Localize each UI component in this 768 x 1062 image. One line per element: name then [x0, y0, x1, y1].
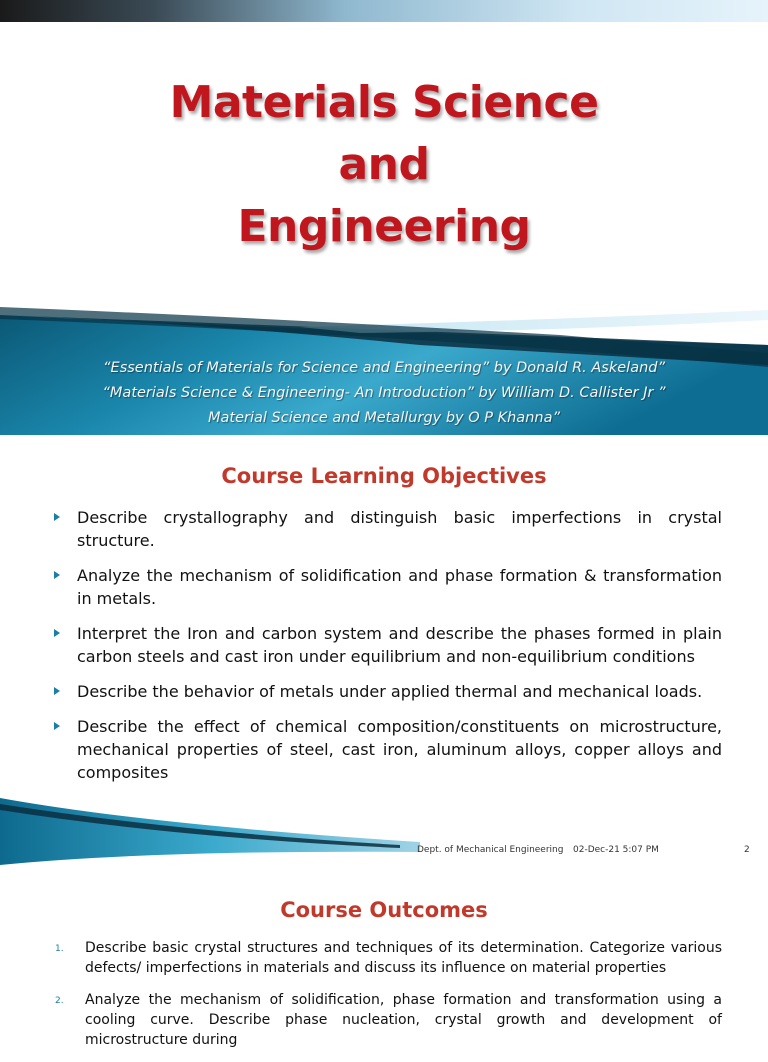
reference-3: Material Science and Metallurgy by O P Khanna” [208, 410, 560, 426]
list-item-text: Describe the effect of chemical composition/constituents on microstructure, mechanical properties of steel, cast iron, aluminum alloys, copper alloys and composites [77, 717, 722, 782]
footer-dept: Dept. of Mechanical Engineering [417, 845, 564, 855]
bullet-arrow-icon [54, 513, 60, 521]
reference-1: “Essentials of Materials for Science and Engineering” by Donald R. Askeland” [103, 360, 665, 376]
list-item-text: Describe basic crystal structures and techniques of its determination. Categorize various defects/ imperfections in materials and discuss its influence on material properties [85, 940, 722, 976]
list-item [50, 990, 722, 1050]
bullet-arrow-icon [54, 571, 60, 579]
list-item [52, 680, 722, 703]
footer-page-number: 2 [744, 845, 750, 855]
list-item-text: Describe crystallography and distinguish basic imperfections in crystal structure. [77, 508, 722, 550]
title-line-3: Engineering [237, 201, 531, 252]
clo-list [52, 506, 722, 796]
top-gradient-bar [0, 0, 768, 22]
item-number: 1. [55, 944, 64, 954]
clo-heading: Course Learning Objectives [221, 464, 547, 488]
list-item [52, 622, 722, 668]
title-line-2: and [338, 139, 430, 190]
reference-2: “Materials Science & Engineering- An Introduction” by William D. Callister Jr ” [102, 385, 666, 401]
bullet-arrow-icon [54, 722, 60, 730]
list-item [52, 715, 722, 784]
outcomes-heading: Course Outcomes [280, 898, 488, 922]
slide-title [0, 72, 768, 258]
list-item-text: Analyze the mechanism of solidification and phase formation & transformation in metals. [77, 566, 722, 608]
bullet-arrow-icon [54, 629, 60, 637]
list-item [52, 506, 722, 552]
footer-datetime: 02-Dec-21 5:07 PM [573, 845, 659, 855]
list-item-text: Describe the behavior of metals under applied thermal and mechanical loads. [77, 682, 703, 701]
list-item [52, 564, 722, 610]
outcomes-list [50, 938, 722, 1062]
item-number: 2. [55, 996, 64, 1006]
bullet-arrow-icon [54, 687, 60, 695]
references-block [20, 356, 748, 431]
title-line-1: Materials Science [169, 77, 599, 128]
list-item-text: Analyze the mechanism of solidification, phase formation and transformation using a cooling curve. Describe phase nucleation, crystal growth and development of microstructure during [85, 992, 722, 1048]
footer-swoosh [0, 790, 768, 870]
list-item [50, 938, 722, 978]
list-item-text: Interpret the Iron and carbon system and describe the phases formed in plain carbon steels and cast iron under equilibrium and non-equilibrium conditions [77, 624, 722, 666]
